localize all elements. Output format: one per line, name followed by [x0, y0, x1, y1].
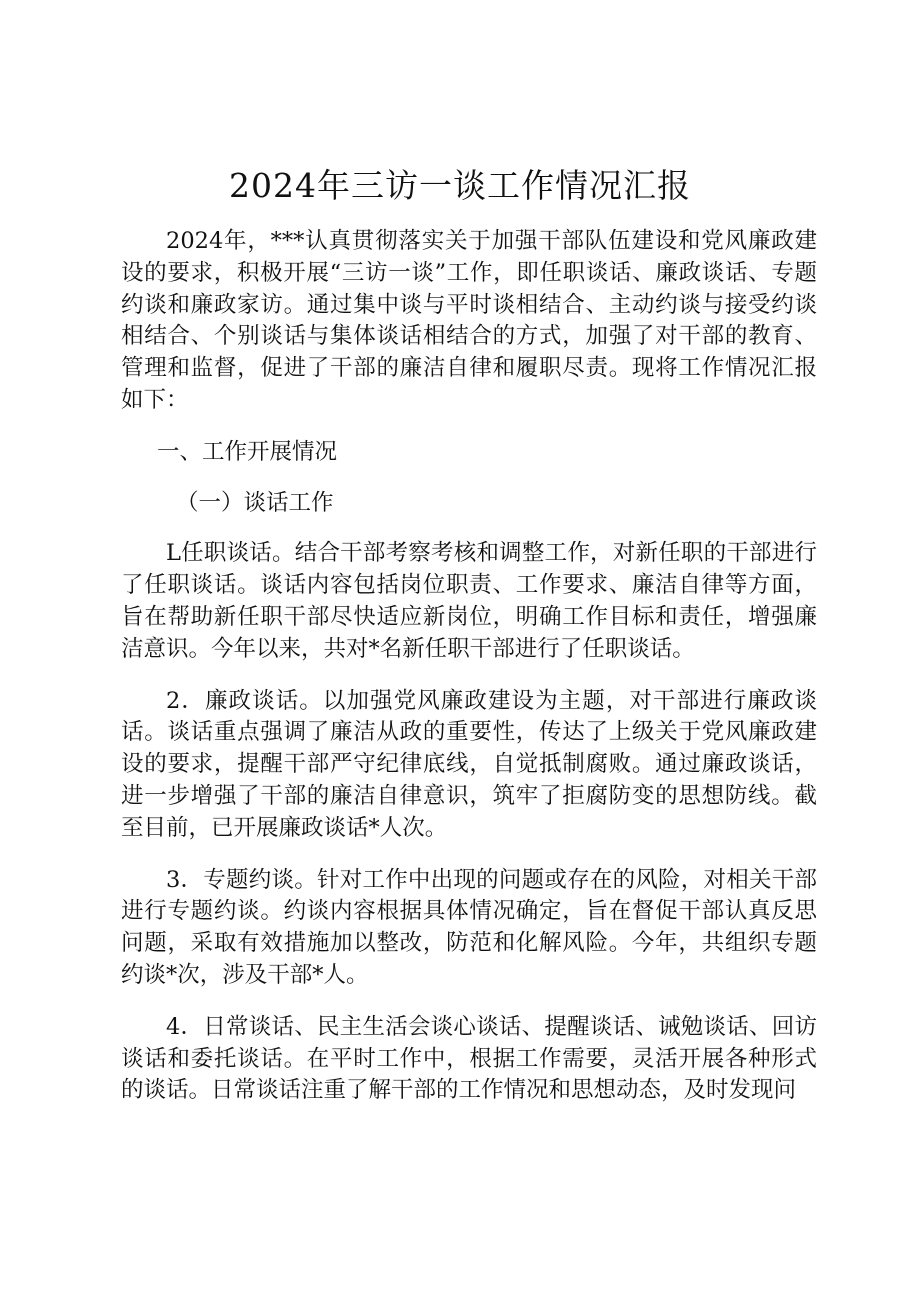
intro-paragraph: 2024年，***认真贯彻落实关于加强干部队伍建设和党风廉政建设的要求，积极开展“三访一谈”工作，即任职谈话、廉政谈话、专题约谈和廉政家访。通过集中谈与平时谈相结合、主动约谈与接受约谈相结合、个别谈话与集体谈话相结合的方式，加强了对干部的教育、管理和监督，促进了干部的廉洁自律和履职尽责。现将工作情况汇报如下： — [121, 228, 817, 413]
item-paragraph-1: L任职谈话。结合干部考察考核和调整工作，对新任职的干部进行了任职谈话。谈话内容包括岗位职责、工作要求、廉洁自律等方面，旨在帮助新任职干部尽快适应新岗位，明确工作目标和责任，增强廉洁意识。今年以来，共对*名新任职干部进行了任职谈话。 — [121, 540, 817, 662]
item-paragraph-2: 2．廉政谈话。以加强党风廉政建设为主题，对干部进行廉政谈话。谈话重点强调了廉洁从政的重要性，传达了上级关于党风廉政建设的要求，提醒干部严守纪律底线，自觉抵制腐败。通过廉政谈话，进一步增强了干部的廉洁自律意识，筑牢了拒腐防变的思想防线。截至目前，已开展廉政谈话*人次。 — [121, 687, 817, 841]
item-paragraph-4: 4．日常谈话、民主生活会谈心谈话、提醒谈话、诫勉谈话、回访谈话和委托谈话。在平时工作中，根据工作需要，灵活开展各种形式的谈话。日常谈话注重了解干部的工作情况和思想动态，及时发现问 — [121, 1013, 817, 1104]
subsection-heading: （一）谈话工作 — [176, 489, 334, 516]
item-paragraph-3: 3．专题约谈。针对工作中出现的问题或存在的风险，对相关干部进行专题约谈。约谈内容根据具体情况确定，旨在督促干部认真反思问题，采取有效措施加以整改，防范和化解风险。今年，共组织专题约谈*次，涉及干部*人。 — [121, 866, 817, 988]
document-title: 2024年三访一谈工作情况汇报 — [229, 166, 691, 205]
section-heading: 一、工作开展情况 — [157, 438, 338, 465]
document-body — [121, 226, 817, 1127]
